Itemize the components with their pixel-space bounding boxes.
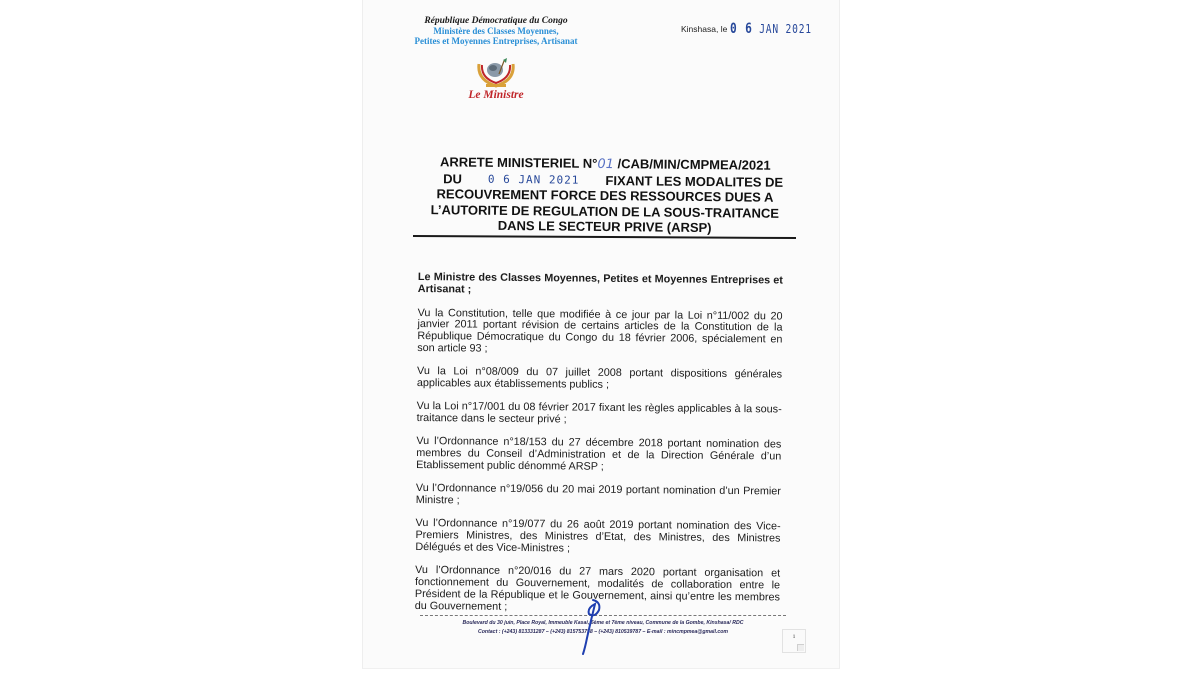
page-number — [782, 629, 806, 653]
handwritten-signature — [579, 598, 607, 656]
consideration-item: Vu l’Ordonnance n°19/077 du 26 août 2019 portant nomination des Vice-Premiers Ministres, des Ministres d’Etat, des Ministres, des Ministres Délégués et des Vice-Ministres ; — [415, 517, 781, 555]
coat-of-arms-icon — [473, 56, 519, 90]
date-stamp — [730, 21, 812, 37]
title-line-3: RECOUVREMENT FORCE DES RESSOURCES DUES A — [436, 186, 774, 205]
page-curl-icon — [797, 644, 804, 651]
footer-contact: Contact : (+243) 813331287 – (+243) 815753758 – (+243) 810539787 – E-mail : mincmpmea@gmail.com — [477, 628, 729, 635]
decree-title — [413, 154, 798, 237]
letterhead — [411, 16, 581, 46]
title-line-2-rest: FIXANT LES MODALITES DE — [605, 172, 784, 190]
date-stamp-day: 0 6 — [729, 21, 753, 37]
consideration-item: Vu l’Ordonnance n°19/056 du 20 mai 2019 portant nomination d’un Premier Ministre ; — [415, 482, 781, 507]
decree-body — [415, 272, 783, 628]
consideration-item: Vu l’Ordonnance n°20/016 du 27 mars 2020 portant organisation et fonctionnement du Gouvernement, modalités de collaboration entre le Président de la République et le Gouvernement, ainsi qu’entre les membres du Gouvernement ; — [414, 564, 781, 613]
date-stamp-month-year: JAN 2021 — [758, 22, 812, 36]
consideration-item: Vu la Loi n°17/001 du 08 février 2017 fixant les règles applicables à la sous-traitance dans le secteur privé ; — [416, 400, 782, 426]
letterhead-country: République Démocratique du Congo — [424, 16, 568, 26]
decree-number: 01 — [597, 156, 614, 173]
page-number-value: 1 — [792, 634, 796, 640]
place-label: Kinshasa, le — [681, 24, 728, 34]
signatory-title: Le Ministre — [468, 89, 524, 101]
title-suffix: /CAB/MIN/CMPMEA/2021 — [613, 156, 771, 173]
title-date-stamp: 0 6 JAN 2021 — [487, 172, 580, 187]
place-date — [681, 21, 832, 37]
document-page — [362, 0, 840, 669]
title-line-5: DANS LE SECTEUR PRIVE (ARSP) — [497, 217, 712, 236]
letterhead-ministry-line2: Petites et Moyennes Entreprises, Artisanat — [414, 36, 578, 46]
consideration-item: Vu la Loi n°08/009 du 07 juillet 2008 portant dispositions générales applicables aux établissements publics ; — [416, 365, 783, 391]
letterhead-ministry-line1: Ministère des Classes Moyennes, — [433, 26, 559, 36]
body-intro: Le Ministre des Classes Moyennes, Petites et Moyennes Entreprises et Artisanat ; — [417, 271, 783, 296]
footer-address: Boulevard du 30 juin, Place Royal, Immeuble Kasai, 6ème et 7ème niveau, Commune de la Gombe, Kinshasa/ RDC — [462, 620, 744, 626]
title-du: DU — [443, 170, 463, 187]
consideration-item: Vu l’Ordonnance n°18/153 du 27 décembre 2018 portant nomination des membres du Conseil d’Administration et de la Direction Générale d’un Etablissement public dénommé ARSP ; — [416, 435, 782, 473]
title-line-4: L’AUTORITE DE REGULATION DE LA SOUS-TRAITANCE — [430, 201, 780, 221]
title-prefix: ARRETE MINISTERIEL N° — [439, 154, 598, 171]
consideration-item: Vu la Constitution, telle que modifiée à ce jour par la Loi n°11/002 du 20 janvier 2011 portant révision de certains articles de la Constitution de la République Démocratique du Congo du 18 février 2006, spécialement en son article 93 ; — [417, 306, 783, 355]
